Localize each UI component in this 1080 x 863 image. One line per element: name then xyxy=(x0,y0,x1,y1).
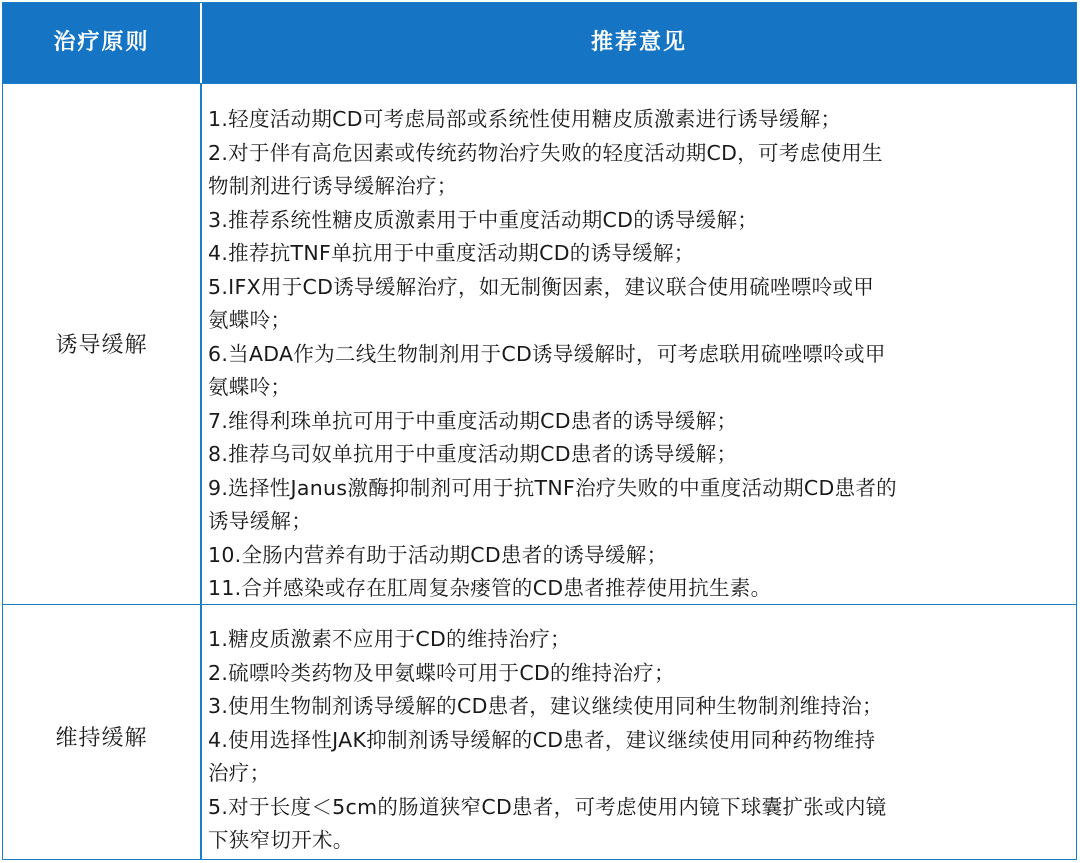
recommendation-line: 氨蝶呤； xyxy=(208,308,292,332)
table-row-maintenance xyxy=(3,604,1076,859)
recommendation-line: 5.IFX用于CD诱导缓解治疗，如无制衡因素，建议联合使用硫唑嘌呤或甲 xyxy=(208,274,875,299)
recommendation-line: 6.当ADA作为二线生物制剂用于CD诱导缓解时，可考虑联用硫唑嘌呤或甲 xyxy=(208,341,886,366)
recommendation-line: 5.对于长度＜5cm的肠道狭窄CD患者，可考虑使用内镜下球囊扩张或内镜 xyxy=(208,794,887,819)
recommendation-line: 2.硫嘌呤类药物及甲氨蝶呤可用于CD的维持治疗； xyxy=(208,660,675,685)
recommendation-line: 下狭窄切开术。 xyxy=(208,828,354,852)
recommendation-line: 物制剂进行诱导缓解治疗； xyxy=(208,174,458,198)
header-treatment-principle: 治疗原则 xyxy=(53,30,150,55)
recommendation-line: 9.选择性Janus激酶抑制剂可用于抗TNF治疗失败的中重度活动期CD患者的 xyxy=(208,475,897,500)
recommendation-line: 3.推荐系统性糖皮质激素用于中重度活动期CD的诱导缓解； xyxy=(208,207,759,232)
recommendation-line: 氨蝶呤； xyxy=(208,375,292,399)
recommendation-line: 治疗； xyxy=(208,761,271,785)
recommendation-line: 4.使用选择性JAK抑制剂诱导缓解的CD患者，建议继续使用同种药物维持 xyxy=(208,727,876,752)
recommendation-line: 8.推荐乌司奴单抗用于中重度活动期CD患者的诱导缓解； xyxy=(208,442,738,466)
recommendation-line: 10.全肠内营养有助于活动期CD患者的诱导缓解； xyxy=(208,542,668,567)
recommendation-line: 3.使用生物制剂诱导缓解的CD患者，建议继续使用同种生物制剂维持治； xyxy=(208,694,883,718)
recommendation-list xyxy=(208,623,1074,858)
recommendation-line: 7.维得利珠单抗可用于中重度活动期CD患者的诱导缓解； xyxy=(208,408,738,433)
header-recommendation: 推荐意见 xyxy=(590,30,687,55)
principle-label: 维持缓解 xyxy=(55,726,148,751)
recommendation-list xyxy=(208,103,1074,606)
table-row-induction xyxy=(3,83,1076,604)
recommendation-line: 4.推荐抗TNF单抗用于中重度活动期CD的诱导缓解； xyxy=(208,241,695,265)
recommendation-line: 1.糖皮质激素不应用于CD的维持治疗； xyxy=(208,627,571,651)
recommendation-table xyxy=(2,2,1077,860)
recommendation-line: 诱导缓解； xyxy=(208,509,312,533)
table-header xyxy=(3,3,1076,83)
principle-label: 诱导缓解 xyxy=(55,333,148,358)
recommendation-line: 1.轻度活动期CD可考虑局部或系统性使用糖皮质激素进行诱导缓解； xyxy=(208,107,842,131)
column-divider xyxy=(200,83,202,859)
recommendation-line: 11.合并感染或存在肛周复杂瘘管的CD患者推荐使用抗生素。 xyxy=(208,576,772,600)
recommendation-line: 2.对于伴有高危因素或传统药物治疗失败的轻度活动期CD，可考虑使用生 xyxy=(208,140,883,165)
